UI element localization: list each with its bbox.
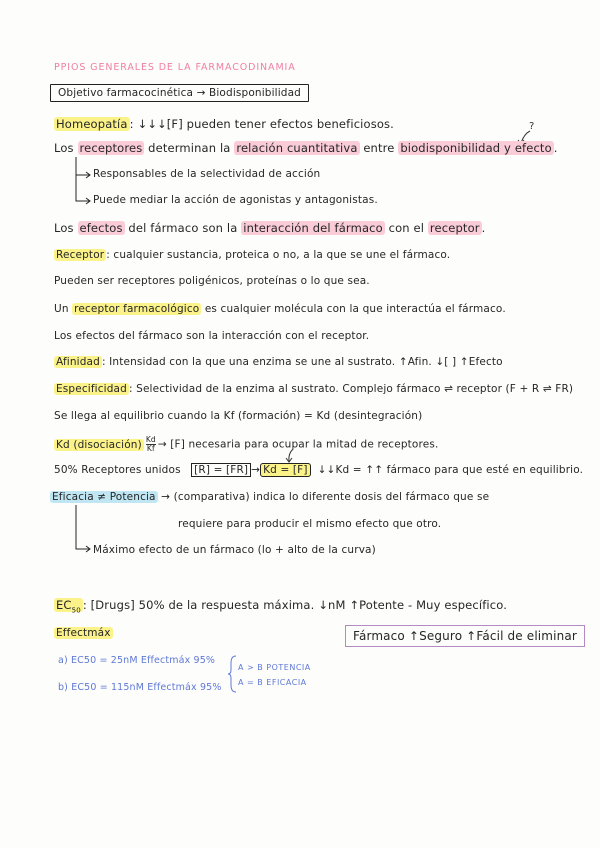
eficacia-line-2: requiere para producir el mismo efecto que otro. [178,518,442,530]
example-a: a) EC50 = 25nM Effectmáx 95% [58,655,216,666]
equilibrio-line: Se llega al equilibrio cuando la Kf (formación) = Kd (desintegración) [54,410,423,422]
afinidad-line: Afinidad : Intensidad con la que una enzima se une al sustrato. ↑Afin. ↓[ ] ↑Efecto [56,356,503,368]
eficacia-term: Eficacia ≠ Potencia [52,491,156,503]
kd-term: Kd (disociación) [56,438,142,451]
especificidad-line: Especificidad : Selectividad de la enzima al sustrato. Complejo fármaco ⇌ receptor (F + R ⇌ FR) [56,383,574,395]
objective-box: Objetivo farmacocinética → Biodisponibilidad [50,84,309,102]
receptor-definition: Receptor : cualquier sustancia, proteica o no, a la que se une el fármaco. [56,249,451,261]
maximo-line: Máximo efecto de un fármaco (lo + alto de la curva) [93,544,376,556]
receptor-farmacologico-line: Un receptor farmacológico es cualquier molécula con la que interactúa el fármaco. [54,303,506,315]
receptores-unidos-line: 50% Receptores unidos [R] = [FR] → Kd = [F] ↓↓Kd = ↑↑ fármaco para que esté en equilibrio. [54,464,584,476]
conclusion-eficacia: A = B EFICACIA [238,678,307,687]
r-equals-fr: [R] = [FR] [191,463,251,477]
homeopatia-line: Homeopatía : ↓↓↓[F] pueden tener efectos beneficiosos. [56,117,394,131]
receptor-def-term: Receptor [56,249,105,261]
kd-equals-f: Kd = [F] [260,463,310,477]
question-mark: ? [529,121,535,132]
receptor-farmacologico-term: receptor farmacológico [74,303,200,315]
interaccion-term: interacción del fármaco [243,221,383,235]
especificidad-term: Especificidad [56,383,127,395]
farmaco-box: Fármaco ↑Seguro ↑Fácil de eliminar [345,625,585,647]
homeopatia-term: Homeopatía [56,117,128,131]
efectos-line: Los efectos del fármaco son la interacción del fármaco con el receptor . [54,221,486,235]
efectos-term: efectos [79,221,123,235]
conclusion-potencia: A > B POTENCIA [238,663,311,672]
efectos-line-2: Los efectos del fármaco son la interacción con el receptor. [54,330,370,342]
effectmax-label: Effectmáx [56,627,111,639]
receptores-line: Los receptores determinan la relación cuantitativa entre biodisponibilidad y efecto . [54,141,558,155]
example-b: b) EC50 = 115nM Effectmáx 95% [58,682,222,693]
receptor-term: receptor [429,221,480,235]
ec50-term: $EC_{50}$ [56,598,81,615]
page-title: PPIOS GENERALES DE LA FARMACODINAMIA [54,62,296,73]
ec50-line: $EC_{50}$ : [Drugs] 50% de la respuesta máxima. ↓nM ↑Potente - Muy específico. [56,598,508,615]
kd-line: Kd (disociación) $\frac{Kd}{Kf}$ → [F] necesaria para ocupar la mitad de receptores. [56,435,439,453]
afinidad-term: Afinidad [56,356,100,368]
down-arrow-icon [283,448,299,464]
eficacia-line: Eficacia ≠ Potencia → (comparativa) indica lo diferente dosis del fármaco que se [52,491,490,503]
biodisponibilidad-term: biodisponibilidad y efecto [400,141,552,155]
sub-point-1: Responsables de la selectividad de acción [93,168,321,180]
kd-fraction: $\frac{Kd}{Kf}$ [145,435,156,453]
receptores-term: receptores [79,141,143,155]
relacion-term: relación cuantitativa [236,141,358,155]
brace-icon [228,655,238,693]
branch-arrows-icon [72,157,94,209]
branch-arrow-icon [72,505,94,555]
sub-point-2: Puede mediar la acción de agonistas y antagonistas. [93,194,378,206]
poligenicos-line: Pueden ser receptores poligénicos, proteínas o lo que sea. [54,275,370,287]
